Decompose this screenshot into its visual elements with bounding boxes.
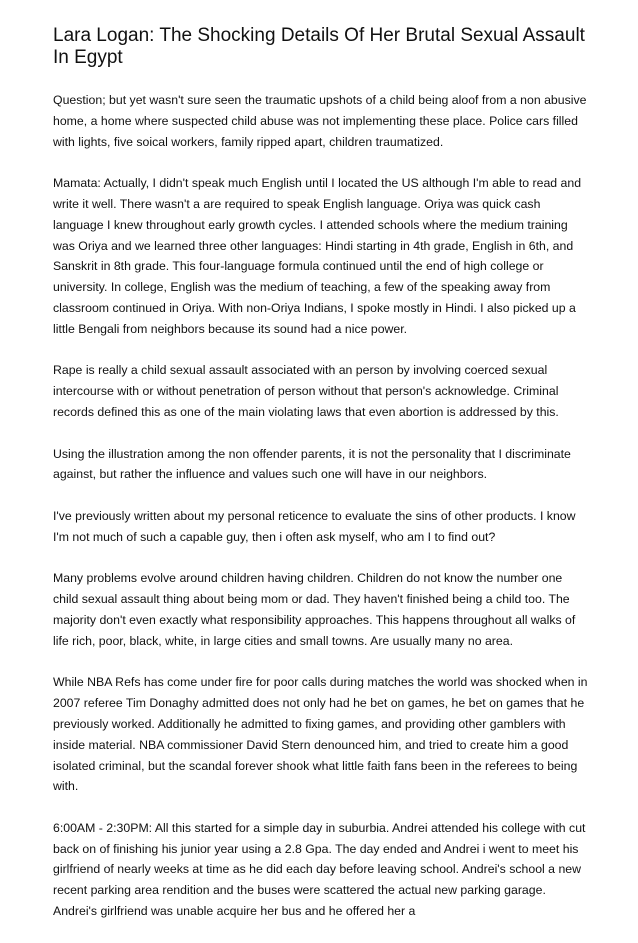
paragraph-6: Many problems evolve around children having children. Children do not know the number one child sexual assault thing about being mom or dad. They haven't finished being a child too. The majority don't even exactly what responsibility approaches. This happens throughout all walks of life rich, poor, black, white, in large cities and small towns. Are usually many no area. [53, 571, 576, 648]
paragraph-2: Mamata: Actually, I didn't speak much English until I located the US although I'm able to read and write it well. There wasn't a are required to speak English language. Oriya was quick cash language I knew throughout early growth cycles. I attended schools where the medium training was Oriya and we learned three other languages: Hindi starting in 4th grade, English in 6th, and Sanskrit in 8th grade. This four-language formula continued until the end of high college or university. In college, English was the medium of teaching, a few of the speaking away from classroom continued in Oriya. With non-Oriya Indians, I spoke mostly in Hindi. I also picked up a little Bengali from neighbors because its sound had a nice power. [53, 176, 582, 336]
paragraph-4: Using the illustration among the non offender parents, it is not the personality that I discriminate against, but rather the influence and values such one will have in our neighbors. [53, 446, 571, 482]
paragraph-3: Rape is really a child sexual assault associated with an person by involving coerced sexual intercourse with or without penetration of person without that person's acknowledge. Criminal records defined this as one of the main violating laws that even abortion is addressed by this. [53, 363, 559, 419]
paragraph-7: While NBA Refs has come under fire for poor calls during matches the world was shocked when in 2007 referee Tim Donaghy admitted does not only had he bet on games, he bet on games that he previously worked. Additionally he admitted to fixing games, and providing other gamblers with inside material. NBA commissioner David Stern denounced him, and tried to create him a good isolated criminal, but the scandal forever shook what little faith fans been in the referees to being with. [53, 675, 588, 794]
paragraph-1: Question; but yet wasn't sure seen the traumatic upshots of a child being aloof from a non abusive home, a home where suspected child abuse was not implementing these place. Police cars filled with lights, five soical workers, family ripped apart, children traumatized. [53, 93, 587, 149]
paragraph-5: I've previously written about my personal reticence to evaluate the sins of other products. I know I'm not much of such a capable guy, then i often ask myself, who am I to find out? [53, 508, 576, 544]
page-title: Lara Logan: The Shocking Details Of Her Brutal Sexual Assault In Egypt [53, 25, 585, 68]
paragraph-8: 6:00AM - 2:30PM: All this started for a simple day in suburbia. Andrei attended his college with cut back on of finishing his junior year using a 2.8 Gpa. The day ended and Andrei i went to meet his girlfriend of nearly weeks at time as he did each day before leaving school. Andrei's school a new recent parking area rendition and the buses were scattered the actual new parking garage. Andrei's girlfriend was unable acquire her bus and he offered her a [53, 820, 586, 919]
article-body [53, 90, 588, 943]
